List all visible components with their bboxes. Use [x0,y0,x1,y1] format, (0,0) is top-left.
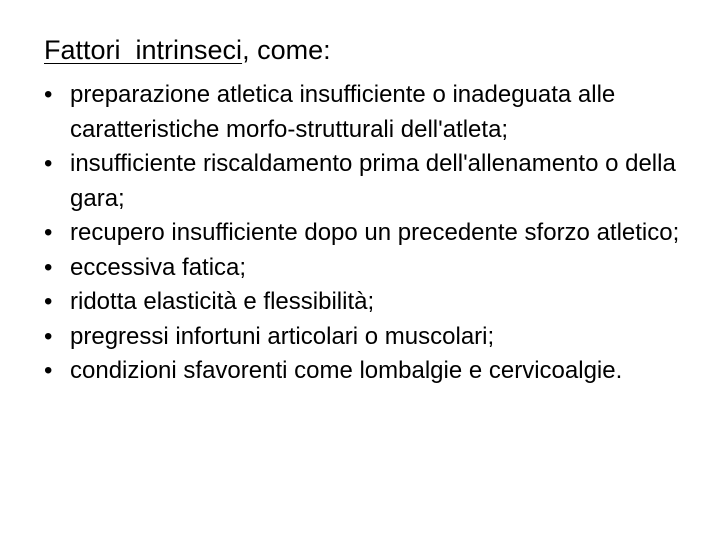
bullet-item [44,251,712,286]
bullet-item [44,147,712,216]
bullet-item [44,285,712,320]
bullet-list [44,78,712,389]
bullet-text: eccessiva fatica; [70,253,247,281]
bullet-text: recupero insufficiente dopo un precedente sforzo atletico; [70,219,680,246]
bullet-item [44,216,712,251]
bullet-text: pregressi infortuni articolari o muscolari; [70,322,495,350]
bullet-icon: • [44,253,53,281]
bullet-text: ridotta elasticità e flessibilità; [70,288,375,315]
bullet-icon: • [44,219,53,246]
bullet-icon: • [44,150,53,177]
bullet-item [44,354,712,389]
bullet-item [44,78,712,147]
heading-underlined-text: Fattori intrinseci [44,35,243,65]
bullet-icon: • [44,288,53,315]
bullet-text: insufficiente riscaldamento prima dell'allenamento o della gara; [70,150,690,212]
slide-heading [44,30,331,70]
bullet-text: preparazione atletica insufficiente o inadeguata alle caratteristiche morfo-strutturali dell'atleta; [70,81,616,143]
bullet-icon: • [44,322,53,350]
heading-rest-text: , come: [242,35,331,65]
bullet-icon: • [44,81,53,108]
bullet-item [44,320,712,355]
bullet-icon: • [44,357,53,384]
bullet-text: condizioni sfavorenti come lombalgie e cervicoalgie. [70,357,623,384]
